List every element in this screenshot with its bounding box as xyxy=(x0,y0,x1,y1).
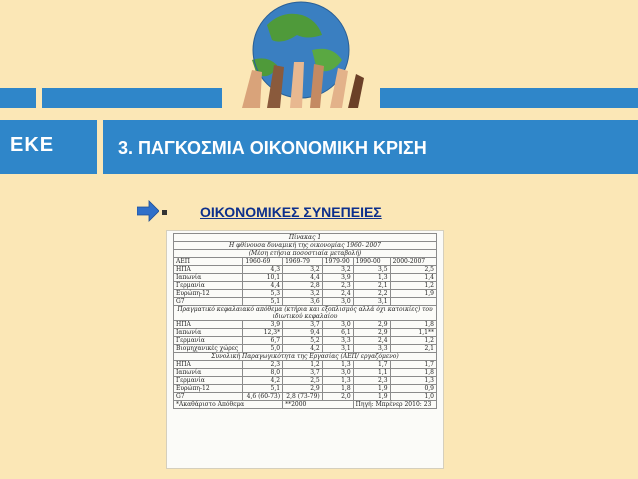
table-cell: 1,9 xyxy=(390,290,436,298)
row-label: Γερμανία xyxy=(174,377,243,385)
table-cell: 2,9 xyxy=(353,329,390,337)
arrow-right-icon xyxy=(137,200,159,227)
table-cell: 1,3 xyxy=(322,377,353,385)
table-cell: 1,7 xyxy=(353,361,390,369)
footnote-row xyxy=(174,401,437,409)
table-cell: 3,1 xyxy=(353,298,390,306)
table-cell: 4,6 (60-73) xyxy=(243,393,283,401)
table-cell: 3,1 xyxy=(322,345,353,353)
table-cell: 2,4 xyxy=(322,290,353,298)
row-label: Ιαπωνία xyxy=(174,369,243,377)
table-cell: 3,3 xyxy=(322,337,353,345)
table-row xyxy=(174,385,437,393)
bullet-text: ΟΙΚΟΝΟΜΙΚΕΣ ΣΥΝΕΠΕΙΕΣ xyxy=(200,204,382,220)
table-cell: 1,0 xyxy=(390,393,436,401)
table-cell: 3,5 xyxy=(353,266,390,274)
table-row xyxy=(174,298,437,306)
table-cell: 5,1 xyxy=(243,298,283,306)
row-label: Γερμανία xyxy=(174,337,243,345)
row-label: Βιομηχανικές χώρες xyxy=(174,345,243,353)
title-bar-divider xyxy=(97,120,103,174)
table-cell: 1,4 xyxy=(390,274,436,282)
table-cell: 2,2 xyxy=(353,290,390,298)
column-header: 2000-2007 xyxy=(390,258,436,266)
economic-table xyxy=(173,233,437,409)
row-label: Ιαπωνία xyxy=(174,274,243,282)
table-cell: 6,1 xyxy=(322,329,353,337)
table-cell: 4,4 xyxy=(243,282,283,290)
top-strip-left xyxy=(0,88,36,108)
table-cell: 2,0 xyxy=(322,393,353,401)
top-strip-left2 xyxy=(42,88,222,108)
table-cell: 3,0 xyxy=(322,369,353,377)
table-cell: 2,4 xyxy=(353,337,390,345)
row-label: ΗΠΑ xyxy=(174,266,243,274)
column-header: 1969-79 xyxy=(283,258,323,266)
table-cell: 3,0 xyxy=(322,298,353,306)
column-header: ΑΕΠ xyxy=(174,258,243,266)
row-label: Ευρώπη-12 xyxy=(174,290,243,298)
table-cell: 2,3 xyxy=(243,361,283,369)
table-cell: 2,3 xyxy=(322,282,353,290)
table-cell xyxy=(390,298,436,306)
table-row xyxy=(174,274,437,282)
table-cell: 1,1 xyxy=(353,369,390,377)
column-header: 1960-69 xyxy=(243,258,283,266)
table-cell: 2,3 xyxy=(353,377,390,385)
table-cell: 1,9 xyxy=(353,393,390,401)
table-cell: 1,2 xyxy=(390,337,436,345)
table-cell: 1,8 xyxy=(390,369,436,377)
table-subtitle-2: (Μέση ετήσια ποσοστιαία μεταβολή) xyxy=(174,250,437,258)
table-cell: 1,3 xyxy=(390,377,436,385)
table-cell: 3,7 xyxy=(283,369,323,377)
table-cell: 2,5 xyxy=(283,377,323,385)
table-cell: 4,2 xyxy=(283,345,323,353)
table-cell: 3,2 xyxy=(322,266,353,274)
table-cell: 1,7 xyxy=(390,361,436,369)
scanned-table-document xyxy=(166,230,444,469)
table-row xyxy=(174,337,437,345)
table-cell: 8,0 xyxy=(243,369,283,377)
table-cell: 10,1 xyxy=(243,274,283,282)
row-label: G7 xyxy=(174,393,243,401)
table-cell: 1,2 xyxy=(283,361,323,369)
table-cell: 3,2 xyxy=(283,266,323,274)
table-cell: 4,2 xyxy=(243,377,283,385)
table-cell: 9,4 xyxy=(283,329,323,337)
row-label: Γερμανία xyxy=(174,282,243,290)
table-cell: 3,2 xyxy=(283,290,323,298)
table-cell: 2,9 xyxy=(283,385,323,393)
row-label: Ιαπωνία xyxy=(174,329,243,337)
table-cell: 2,8 (73-79) xyxy=(283,393,323,401)
table-cell: 2,5 xyxy=(390,266,436,274)
table-row xyxy=(174,369,437,377)
table-row xyxy=(174,393,437,401)
footnote-right: Πηγή: Μπρένερ 2010: 23 xyxy=(353,401,436,409)
column-header: 1990-00 xyxy=(353,258,390,266)
table-cell: 4,4 xyxy=(283,274,323,282)
table-cell: 3,6 xyxy=(283,298,323,306)
table-cell: 12,3* xyxy=(243,329,283,337)
table-row xyxy=(174,282,437,290)
table-cell: 4,3 xyxy=(243,266,283,274)
table-cell: 1,8 xyxy=(322,385,353,393)
table-subtitle: Η φθίνουσα δυναμική της οικονομίας 1960- 2007 xyxy=(174,242,437,250)
table-cell: 3,9 xyxy=(322,274,353,282)
table-cell: 5,0 xyxy=(243,345,283,353)
table-row xyxy=(174,329,437,337)
table-cell: 0,9 xyxy=(390,385,436,393)
section-title: Πραγματικό κεφαλαιακό απόθεμα (κτήρια και εξοπλισμός αλλά όχι κατοικίες) του ιδιωτικού κεφαλαίου xyxy=(174,306,437,321)
table-cell: 2,1 xyxy=(390,345,436,353)
table-row xyxy=(174,345,437,353)
table-cell: 3,7 xyxy=(283,321,323,329)
footnote-mid: **2000 xyxy=(283,401,354,409)
table-row xyxy=(174,361,437,369)
table-cell: 1,9 xyxy=(353,385,390,393)
table-cell: 3,9 xyxy=(243,321,283,329)
row-label: Ευρώπη-12 xyxy=(174,385,243,393)
table-cell: 1,3 xyxy=(353,274,390,282)
table-row xyxy=(174,290,437,298)
table-row xyxy=(174,321,437,329)
table-cell: 2,1 xyxy=(353,282,390,290)
table-cell: 3,3 xyxy=(353,345,390,353)
row-label: G7 xyxy=(174,298,243,306)
globe-hands-image xyxy=(222,0,380,108)
table-cell: 2,9 xyxy=(353,321,390,329)
bullet-square-icon xyxy=(162,210,167,215)
table-row xyxy=(174,266,437,274)
table-cell: 5,2 xyxy=(283,337,323,345)
table-cell: 5,3 xyxy=(243,290,283,298)
section-title: Συνολική Παραγωγικότητα της Εργασίας (ΑΕΠ/ εργαζόμενο) xyxy=(174,353,437,361)
logo-title: ΕΚΕ xyxy=(10,134,55,156)
table-cell: 6,7 xyxy=(243,337,283,345)
slide-title: 3. ΠΑΓΚΟΣΜΙΑ ΟΙΚΟΝΟΜΙΚΗ ΚΡΙΣΗ xyxy=(118,138,427,158)
footnote-left: *Ακαθάριστο Απόθεμα xyxy=(174,401,283,409)
table-cell: 1,3 xyxy=(322,361,353,369)
table-row xyxy=(174,377,437,385)
table-cell: 1,2 xyxy=(390,282,436,290)
table-title: Πίνακας 1 xyxy=(174,234,437,242)
table-cell: 1,8 xyxy=(390,321,436,329)
row-label: ΗΠΑ xyxy=(174,361,243,369)
row-label: ΗΠΑ xyxy=(174,321,243,329)
table-cell: 3,0 xyxy=(322,321,353,329)
top-strip-right xyxy=(380,88,638,108)
table-cell: 5,1 xyxy=(243,385,283,393)
table-cell: 2,8 xyxy=(283,282,323,290)
table-cell: 1,1** xyxy=(390,329,436,337)
table-header-row xyxy=(174,258,437,266)
column-header: 1979-90 xyxy=(322,258,353,266)
